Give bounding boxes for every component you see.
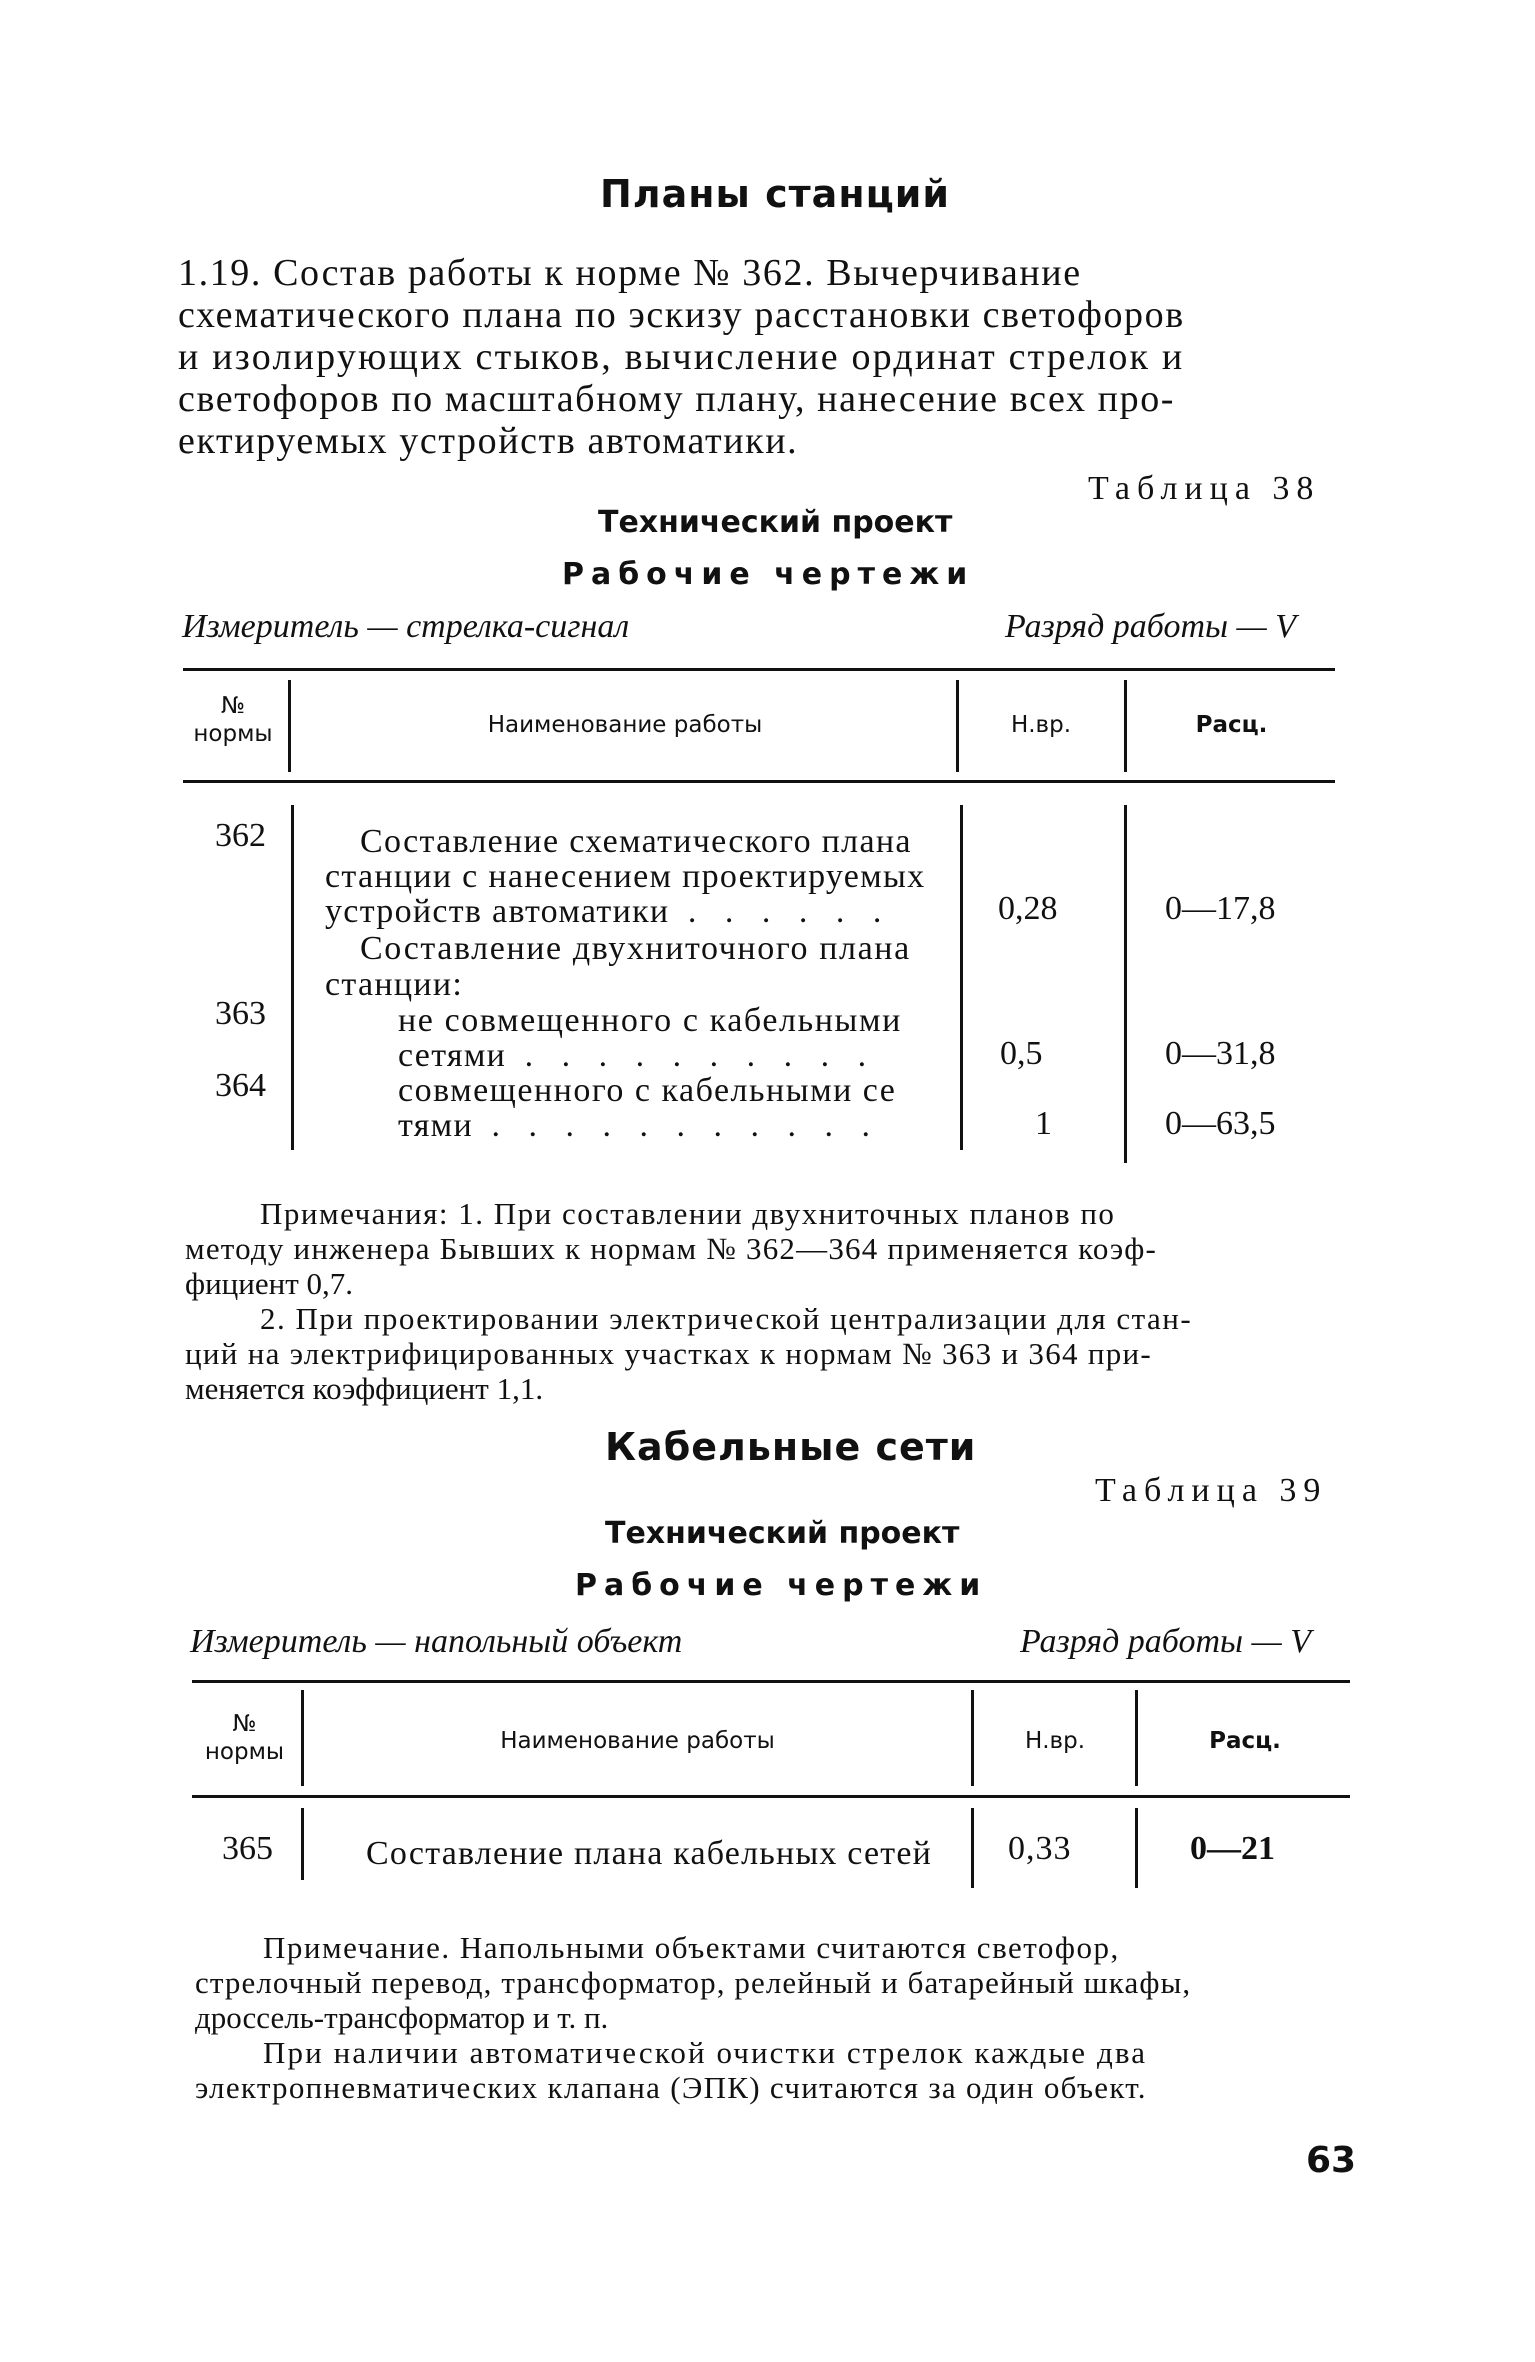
page-number: 63 [1306, 2140, 1357, 2181]
row-work-text: устройств автоматики [325, 893, 670, 930]
row-rasc: 0—31,8 [1165, 1035, 1276, 1072]
table-divider [1124, 680, 1127, 772]
row-work-text: сетями [398, 1037, 507, 1074]
header-norm-number [192, 1710, 297, 1766]
note-line: меняется коэффициент 1,1. [185, 1371, 544, 1406]
row-work-line: сетями . . . . . . . . . . [398, 1037, 877, 1074]
header-rasc: Расц. [1195, 712, 1268, 738]
table-38-measure: Измеритель — стрелка-сигнал [182, 608, 630, 645]
table-38-notes [185, 1196, 1335, 1406]
row-work-line: Составление двухниточного плана [360, 930, 911, 967]
row-work-line: тями . . . . . . . . . . . [398, 1107, 880, 1144]
row-hvr: 0,33 [1008, 1830, 1072, 1867]
table-rule [192, 1680, 1350, 1683]
row-rasc: 0—63,5 [1165, 1105, 1276, 1142]
table-39-number: Таблица 39 [1095, 1472, 1328, 1509]
section-title-station-plans: Планы станций [600, 172, 950, 216]
table-divider [971, 1808, 974, 1888]
row-rasc: 0—21 [1190, 1830, 1275, 1867]
table-39-subtitle-drawings: Рабочие чертежи [575, 1568, 988, 1603]
header-rasc: Расц. [1209, 1728, 1281, 1754]
table-divider [971, 1690, 974, 1786]
note-line: методу инженера Бывших к нормам № 362—364 применяется коэф- [185, 1231, 1158, 1266]
table-rule [192, 1795, 1350, 1798]
header-norm-symbol: № [232, 1711, 257, 1737]
note-line: ций на электрифицированных участках к нормам № 363 и 364 при- [185, 1336, 1153, 1371]
header-hvr: Н.вр. [1024, 1728, 1086, 1754]
row-work-line: совмещенного с кабельными се [398, 1072, 897, 1109]
row-work-line: Составление плана кабельных сетей [366, 1835, 933, 1872]
table-39-notes [195, 1930, 1350, 2105]
note-line: 2. При проектировании электрической централизации для стан- [260, 1301, 1193, 1336]
row-work-line: станции: [325, 966, 464, 1003]
table-38-subtitle-project: Технический проект [598, 505, 953, 540]
header-norm-symbol: № [221, 693, 245, 719]
note-line: Примечания: 1. При составлении двухниточных планов по [260, 1196, 1116, 1231]
para-line: схематического плана по эскизу расстановки светофоров [178, 294, 1185, 336]
table-divider [1124, 805, 1127, 1163]
table-rule [183, 668, 1335, 671]
header-hvr: Н.вр. [1010, 712, 1072, 738]
table-divider [301, 1690, 304, 1786]
table-divider [288, 680, 291, 772]
header-norm-word: нормы [204, 1739, 285, 1765]
row-rasc: 0—17,8 [1165, 890, 1276, 927]
note-line: Примечание. Напольными объектами считаются светофор, [263, 1930, 1120, 1965]
row-norm-number: 362 [215, 817, 266, 854]
para-line: и изолирующих стыков, вычисление ординат стрелок и [178, 336, 1185, 378]
paragraph-1-19 [178, 252, 1336, 462]
row-norm-number: 364 [215, 1067, 266, 1104]
header-norm-word: нормы [193, 721, 273, 747]
header-norm-number [183, 692, 283, 748]
row-norm-number: 363 [215, 995, 266, 1032]
row-work-line: не совмещенного с кабельными [398, 1002, 902, 1039]
table-divider [960, 805, 963, 1150]
table-rule [183, 780, 1335, 783]
table-38-subtitle-drawings: Рабочие чертежи [562, 557, 975, 592]
row-hvr: 1 [1035, 1105, 1052, 1142]
note-line: стрелочный перевод, трансформатор, релейный и батарейный шкафы, [195, 1965, 1192, 2000]
row-hvr: 0,28 [998, 890, 1058, 927]
table-divider [1135, 1808, 1138, 1888]
note-line: электропневматических клапана (ЭПК) считаются за один объект. [195, 2070, 1147, 2105]
para-line: светофоров по масштабному плану, нанесение всех про- [178, 378, 1176, 420]
table-39-grade: Разряд работы — V [1020, 1623, 1312, 1660]
table-divider [1135, 1690, 1138, 1786]
note-line: дроссель-трансформатор и т. п. [195, 2000, 609, 2035]
note-line: фициент 0,7. [185, 1266, 354, 1301]
table-39-subtitle-project: Технический проект [605, 1516, 960, 1551]
header-work-name: Наименование работы [500, 1728, 775, 1754]
note-line: При наличии автоматической очистки стрелок каждые два [263, 2035, 1148, 2070]
table-divider [956, 680, 959, 772]
para-line: 1.19. Состав работы к норме № 362. Вычерчивание [178, 252, 1082, 294]
para-line: ектируемых устройств автоматики. [178, 420, 799, 462]
section-title-cable-networks: Кабельные сети [605, 1425, 977, 1469]
row-hvr: 0,5 [1000, 1035, 1043, 1072]
table-divider [291, 805, 294, 1150]
row-work-text: тями [398, 1107, 473, 1144]
header-work-name: Наименование работы [487, 712, 763, 738]
table-38-grade: Разряд работы — V [1005, 608, 1297, 645]
row-work-line: Составление схематического плана [360, 823, 912, 860]
row-work-line: станции с нанесением проектируемых [325, 858, 926, 895]
table-divider [301, 1808, 304, 1880]
table-39-measure: Измеритель — напольный объект [190, 1623, 683, 1660]
row-norm-number: 365 [222, 1830, 273, 1867]
row-work-line: устройств автоматики . . . . . . [325, 893, 892, 930]
table-38-number: Таблица 38 [1088, 470, 1321, 507]
